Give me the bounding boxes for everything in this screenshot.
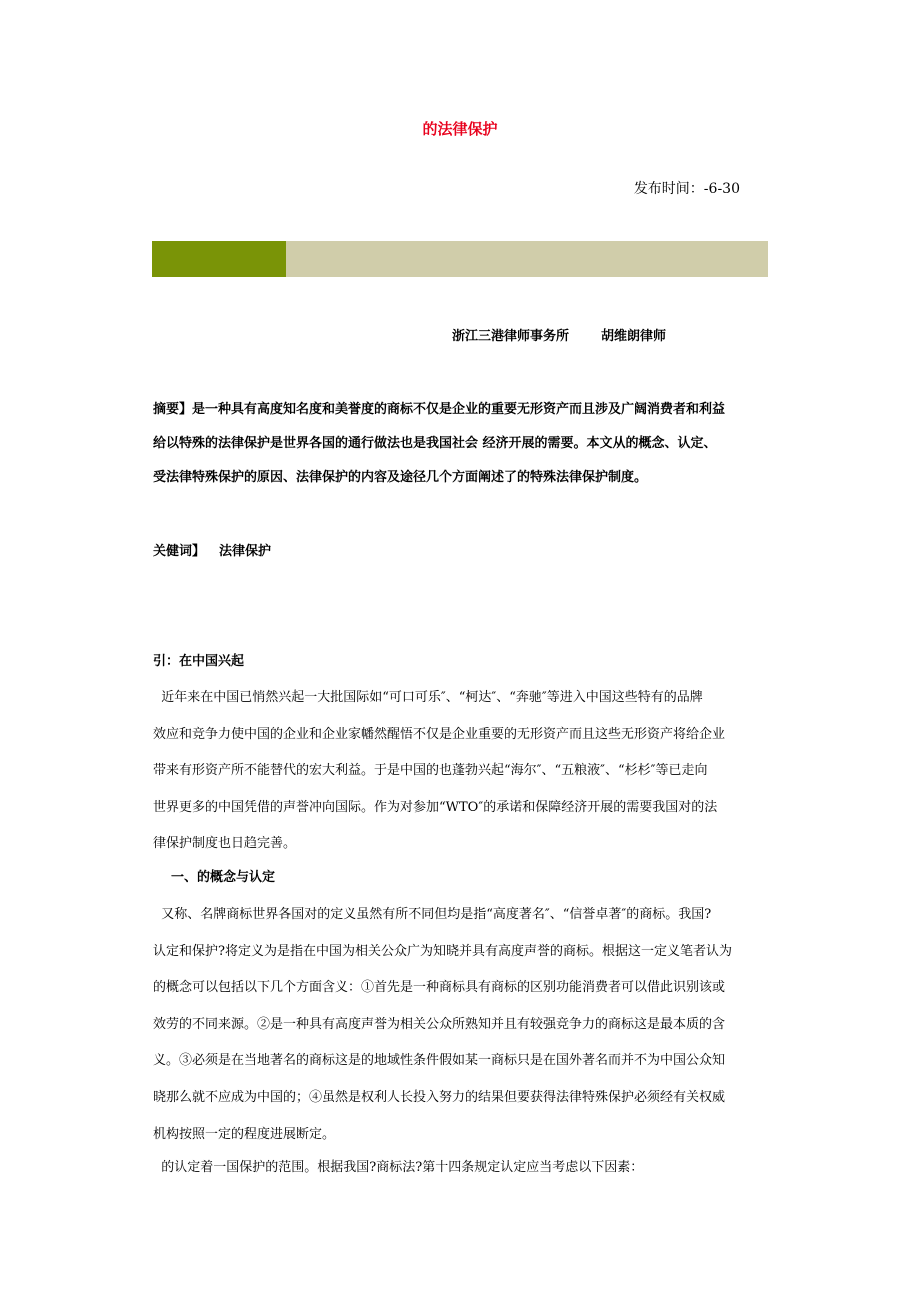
paragraph-line: 世界更多的中国凭借的声誉冲向国际。作为对参加“WTO″的承诺和保障经济开展的需要我国对的法: [153, 799, 718, 815]
abstract-line: 摘要】是一种具有高度知名度和美誉度的商标不仅是企业的重要无形资产而且涉及广阔消费者和利益: [153, 402, 726, 417]
abstract: [153, 393, 773, 495]
law-firm-name: 浙江三港律师事务所: [452, 329, 570, 344]
intro-heading: 引：在中国兴起: [153, 654, 245, 669]
paragraph-line: 带来有形资产所不能替代的宏大利益。于是中国的也蓬勃兴起“海尔″、“五粮液″、“杉杉″等已走向: [153, 763, 708, 779]
decorative-banner: [152, 241, 768, 277]
paragraph-line: 晓那么就不应成为中国的；④虽然是权利人长投入努力的结果但要获得法律特殊保护必须经有关权威: [153, 1089, 726, 1105]
keywords-value: 法律保护: [219, 544, 272, 559]
keywords: [153, 540, 271, 559]
intro-paragraph: [153, 680, 773, 863]
abstract-line: 给以特殊的法律保护是世界各国的通行做法也是我国社会 经济开展的需要。本文从的概念、认定、: [153, 436, 717, 451]
paragraph-line: 又称、名牌商标世界各国对的定义虽然有所不同但均是指“高度著名″、“信誉卓著″的商标。我国?: [153, 907, 712, 922]
paragraph-line: 效应和竞争力使中国的企业和企业家幡然醒悟不仅是企业重要的无形资产而且这些无形资产将给企业: [153, 726, 726, 742]
document-title: 的法律保护: [422, 120, 498, 138]
paragraph-line: 机构按照一定的程度进展断定。: [153, 1126, 336, 1142]
paragraph-line: 认定和保护?将定义为是指在中国为相关公众广为知晓并具有高度声誉的商标。根据这一定义笔者认为: [153, 943, 732, 959]
paragraph-line: 效劳的不同来源。②是一种具有高度声誉为相关公众所熟知并且有较强竞争力的商标这是最本质的含: [153, 1016, 726, 1032]
paragraph-line: 义。③必须是在当地著名的商标这是的地域性条件假如某一商标只是在国外著名而并不为中国公众知: [153, 1053, 726, 1069]
banner-dark-block: [152, 241, 286, 277]
section1-paragraph-1: [153, 897, 773, 1153]
banner-light-block: [286, 241, 768, 277]
paragraph-line: 的概念可以包括以下几个方面含义：①首先是一种商标具有商标的区别功能消费者可以借此识别该或: [153, 980, 726, 996]
author-name: 胡维朗律师: [601, 329, 667, 344]
section1-heading: 一、的概念与认定: [171, 870, 276, 885]
author-line: [452, 325, 666, 344]
paragraph-line: 的认定着一国保护的范围。根据我国?商标法?第十四条规定认定应当考虑以下因素：: [153, 1160, 644, 1175]
publish-time: 发布时间：-6-30: [633, 181, 740, 197]
paragraph-line: 近年来在中国已悄然兴起一大批国际如“可口可乐″、“柯达″、“奔驰″等进入中国这些特有的品牌: [153, 690, 703, 705]
paragraph-line: 律保护制度也日趋完善。: [153, 836, 297, 852]
section1-paragraph-2: [153, 1150, 773, 1187]
keywords-label: 关健词】: [153, 544, 206, 559]
abstract-line: 受法律特殊保护的原因、法律保护的内容及途径几个方面阐述了的特殊法律保护制度。: [153, 470, 648, 485]
